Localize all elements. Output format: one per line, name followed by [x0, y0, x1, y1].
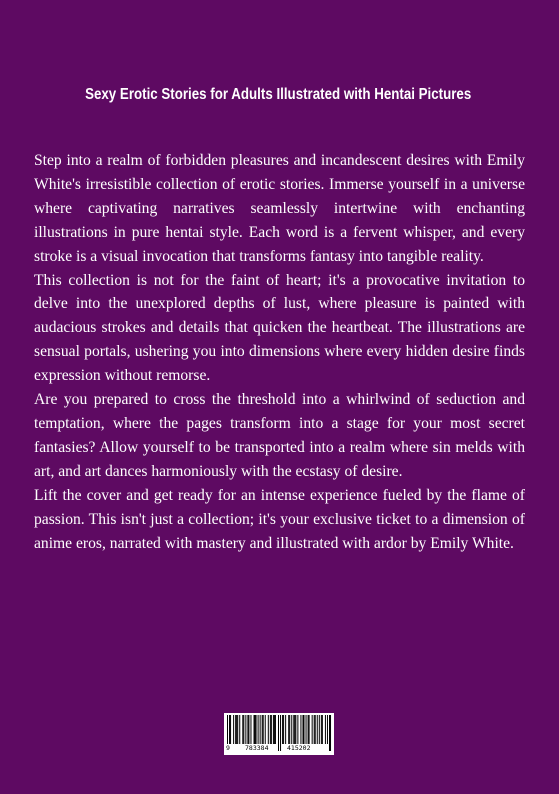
- barcode-bar: [282, 715, 283, 744]
- barcode-bar: [255, 715, 256, 744]
- barcode-bar: [256, 715, 257, 744]
- barcode-bar: [321, 715, 322, 744]
- description-paragraph-3: Are you prepared to cross the threshold into a whirlwind of seduction and temptation, where the pages transform into a stage for your most secret fantasies? Allow yourself to be transported into a realm where sin melds with art, and art dances harmoniously with the ecstasy of desire.: [34, 391, 525, 480]
- description-paragraph-4: Lift the cover and get ready for an intense experience fueled by the flame of passion. This isn't just a collection; it's your exclusive ticket to a dimension of anime eros, narrated with mastery and illustrated with ardor by Emily White.: [34, 486, 525, 552]
- barcode-bar: [248, 715, 249, 744]
- barcode-bar: [237, 715, 238, 744]
- barcode-bar: [260, 715, 261, 744]
- barcode-bar: [314, 715, 315, 744]
- barcode-bar: [309, 715, 310, 744]
- barcode-bar: [300, 715, 301, 744]
- barcode-bar: [233, 715, 234, 744]
- barcode-bar: [262, 715, 263, 744]
- barcode-bar: [285, 715, 286, 744]
- barcode-bar: [304, 715, 305, 744]
- barcode-bar: [306, 715, 307, 744]
- barcode-bar: [289, 715, 290, 744]
- barcode-bar: [239, 715, 240, 744]
- barcode-bar: [317, 715, 318, 744]
- barcode-bar: [230, 715, 231, 744]
- barcode-bar: [294, 715, 295, 744]
- barcode-bar: [265, 715, 266, 744]
- description-paragraph-2: This collection is not for the faint of heart; it's a provocative invitation to delve into the unexplored depths of lust, where pleasure is painted with audacious strokes and details that quicken the heartbeat. The illustrations are sensual portals, ushering you into dimensions where every hidden desire finds expression without remorse.: [34, 271, 525, 385]
- barcode-bar: [308, 715, 309, 744]
- description-paragraph-1: Step into a realm of forbidden pleasures and incandescent desires with Emily White's irresistible collection of erotic stories. Immerse yourself in a universe where captivating narratives seamlessly intertwine with enchanting illustrations in pure hentai style. Each word is a fervent whisper, and every stroke is a visual invocation that transforms fantasy into tangible reality.: [34, 152, 525, 265]
- barcode-bar: [243, 715, 244, 744]
- barcode-bar: [273, 715, 274, 744]
- barcode-bar: [288, 715, 289, 744]
- barcode-digits: [224, 744, 334, 753]
- barcode-digit-group-2: 415202: [287, 744, 311, 752]
- barcode-bar: [297, 715, 298, 744]
- barcode-bar: [271, 715, 272, 744]
- barcode-bar: [235, 715, 236, 744]
- barcode-bar: [254, 715, 255, 744]
- barcode-bar: [283, 715, 284, 744]
- barcode-bar: [247, 715, 248, 744]
- barcode-bar: [322, 715, 323, 744]
- barcode-bar: [245, 715, 246, 744]
- barcode-bar: [270, 715, 271, 744]
- isbn-barcode: [224, 713, 334, 755]
- barcode-bar: [258, 715, 259, 744]
- barcode-bar: [242, 715, 243, 744]
- barcode-bar: [302, 715, 303, 744]
- barcode-bar: [291, 715, 292, 744]
- barcode-bar: [325, 715, 326, 744]
- barcode-digit-group-1: 783384: [245, 744, 269, 752]
- barcode-bar: [263, 715, 264, 744]
- book-title: Sexy Erotic Stories for Adults Illustrated with Hentai Pictures: [85, 86, 472, 103]
- book-description: [34, 149, 525, 555]
- barcode-bar: [295, 715, 296, 744]
- barcode-bar: [236, 715, 237, 744]
- barcode-bar: [274, 715, 275, 744]
- barcode-bar: [293, 715, 294, 744]
- barcode-lead-digit: 9: [226, 744, 230, 752]
- barcode-bar: [319, 715, 320, 744]
- barcode-bar: [315, 715, 316, 744]
- barcode-bar: [268, 715, 269, 744]
- barcode-bar: [275, 715, 276, 744]
- barcode-bar: [250, 715, 251, 744]
- barcode-bar: [327, 715, 328, 744]
- barcode-bar: [312, 715, 313, 744]
